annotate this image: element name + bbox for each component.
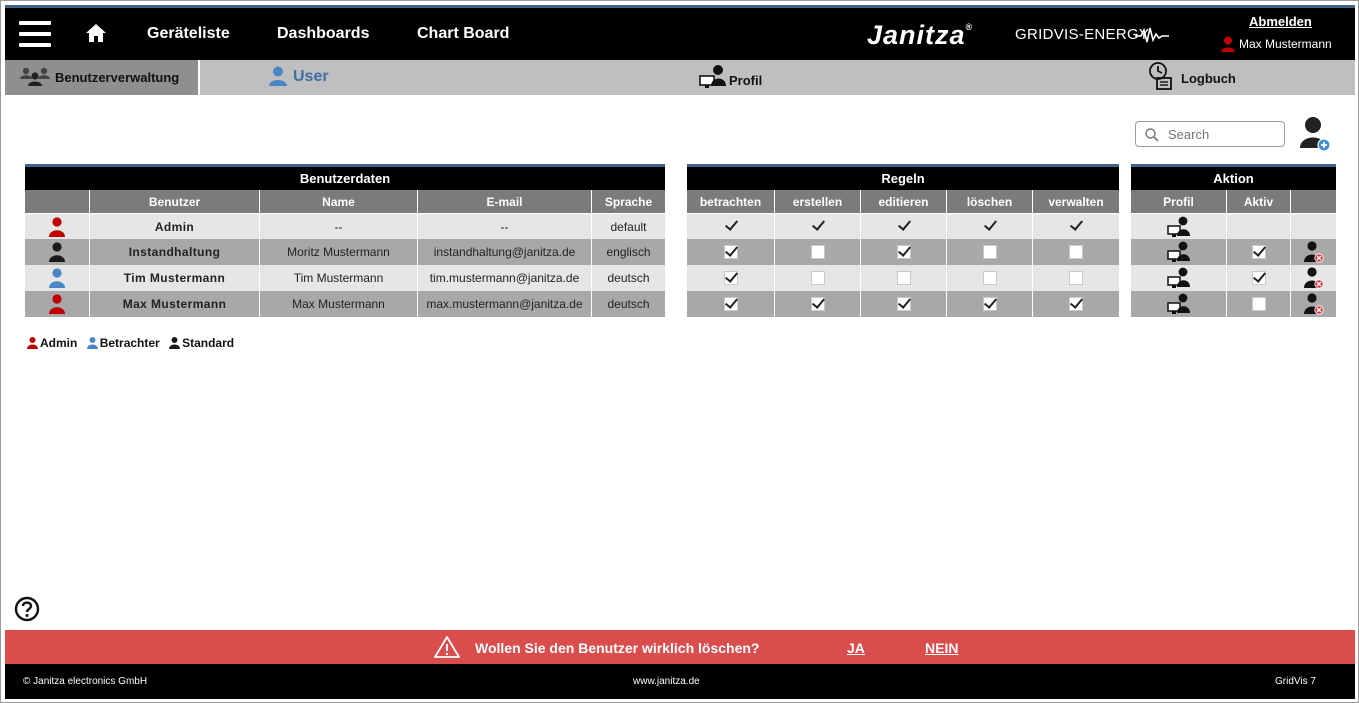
- rule-cell: [775, 213, 861, 239]
- rule-erstellen-checkbox[interactable]: [811, 245, 825, 259]
- user-icon: [49, 242, 65, 262]
- email-cell: --: [418, 213, 592, 239]
- rule-cell: [1033, 213, 1119, 239]
- table-row: [687, 291, 1119, 317]
- col-loeschen: löschen: [947, 190, 1033, 213]
- profile-monitor-icon: [699, 64, 727, 90]
- rule-cell: [947, 291, 1033, 317]
- col-profil: Profil: [1131, 190, 1227, 213]
- rule-betrachten-checkbox[interactable]: [724, 271, 738, 285]
- rule-editieren-checkbox[interactable]: [897, 271, 911, 285]
- current-user: [1221, 36, 1332, 52]
- nav-geraeteliste[interactable]: Geräteliste: [147, 25, 230, 42]
- rule-betrachten-checkbox[interactable]: [724, 297, 738, 311]
- rule-loeschen-checkbox[interactable]: [983, 297, 997, 311]
- delete-cell: [1291, 265, 1336, 291]
- confirm-no-button[interactable]: NEIN: [925, 640, 959, 656]
- aktiv-cell: [1227, 291, 1291, 317]
- table-row: [1131, 213, 1336, 239]
- col-editieren: editieren: [861, 190, 947, 213]
- benutzer-cell: Max Mustermann: [90, 291, 260, 317]
- tab-benutzerverwaltung-label: Benutzerverwaltung: [55, 70, 180, 85]
- tab-user[interactable]: [263, 60, 353, 95]
- sprache-cell: deutsch: [592, 291, 665, 317]
- user-icon: [49, 217, 65, 237]
- benutzer-cell: Instandhaltung: [90, 239, 260, 265]
- tab-profil-label: Profil: [729, 73, 763, 88]
- rule-editieren-checkbox[interactable]: [897, 245, 911, 259]
- rule-betrachten-checkbox[interactable]: [724, 220, 738, 234]
- profil-cell: [1131, 291, 1227, 317]
- footer-version: GridVis 7: [1275, 676, 1316, 687]
- profile-monitor-icon[interactable]: [1167, 267, 1191, 289]
- rule-cell: [861, 239, 947, 265]
- rule-cell: [1033, 291, 1119, 317]
- rule-loeschen-checkbox[interactable]: [983, 271, 997, 285]
- rule-cell: [775, 291, 861, 317]
- footer-website[interactable]: www.janitza.de: [633, 676, 700, 687]
- rule-cell: [687, 265, 775, 291]
- col-sprache[interactable]: Sprache: [592, 190, 665, 213]
- nav-dashboards[interactable]: Dashboards: [277, 25, 370, 42]
- col-name[interactable]: Name: [260, 190, 418, 213]
- rule-cell: [687, 239, 775, 265]
- col-email[interactable]: E-mail: [418, 190, 592, 213]
- col-verwalten: verwalten: [1033, 190, 1119, 213]
- aktiv-checkbox[interactable]: [1252, 271, 1266, 285]
- benutzer-cell: Admin: [90, 213, 260, 239]
- user-icon: [269, 66, 287, 86]
- regeln-body: [687, 213, 1119, 317]
- rule-betrachten-checkbox[interactable]: [724, 245, 738, 259]
- tab-logbuch-label: Logbuch: [1181, 71, 1236, 86]
- rule-cell: [1033, 239, 1119, 265]
- rule-verwalten-checkbox[interactable]: [1069, 271, 1083, 285]
- nav-chart-board[interactable]: Chart Board: [417, 25, 510, 42]
- sprache-cell: default: [592, 213, 665, 239]
- rule-verwalten-checkbox[interactable]: [1069, 245, 1083, 259]
- legend-standard-label: Standard: [182, 336, 235, 350]
- role-cell: [25, 291, 90, 317]
- sprache-cell: englisch: [592, 239, 665, 265]
- rule-verwalten-checkbox[interactable]: [1069, 297, 1083, 311]
- pulse-icon: [1135, 26, 1169, 44]
- rule-loeschen-checkbox[interactable]: [983, 220, 997, 234]
- rule-erstellen-checkbox[interactable]: [811, 271, 825, 285]
- legend-betrachter-label: Betrachter: [99, 336, 160, 350]
- table-row[interactable]: [25, 213, 665, 239]
- logout-link[interactable]: Abmelden: [1249, 14, 1312, 29]
- aktion-body: [1131, 213, 1336, 317]
- tab-benutzerverwaltung[interactable]: [5, 60, 200, 95]
- table-row: [1131, 239, 1336, 265]
- brand-name: Janitza: [867, 20, 966, 50]
- name-cell: Tim Mustermann: [260, 265, 418, 291]
- footer-copyright: © Janitza electronics GmbH: [23, 676, 148, 687]
- aktiv-checkbox[interactable]: [1252, 245, 1266, 259]
- email-cell: instandhaltung@janitza.de: [418, 239, 592, 265]
- search-box: [1135, 121, 1285, 147]
- group-benutzerdaten: Benutzerdaten: [25, 164, 665, 190]
- legend-standard: [169, 336, 234, 350]
- table-row: [687, 265, 1119, 291]
- table-row[interactable]: [25, 239, 665, 265]
- rule-cell: [861, 213, 947, 239]
- role-legend: [27, 336, 240, 350]
- rule-cell: [861, 291, 947, 317]
- rule-cell: [775, 265, 861, 291]
- delete-user-icon[interactable]: [1304, 241, 1324, 263]
- rule-erstellen-checkbox[interactable]: [811, 297, 825, 311]
- email-cell: tim.mustermann@janitza.de: [418, 265, 592, 291]
- table-row[interactable]: [25, 265, 665, 291]
- rule-cell: [947, 213, 1033, 239]
- brand-mark: ®: [965, 22, 974, 32]
- regeln-table: [687, 164, 1119, 317]
- aktiv-checkbox[interactable]: [1252, 297, 1266, 311]
- group-aktion: Aktion: [1131, 164, 1336, 190]
- users-group-icon: [19, 67, 51, 87]
- confirm-yes-button[interactable]: JA: [847, 640, 865, 656]
- add-user-icon[interactable]: [1298, 116, 1332, 152]
- rule-editieren-checkbox[interactable]: [897, 220, 911, 234]
- delete-user-icon[interactable]: [1304, 267, 1324, 289]
- aktiv-cell: [1227, 265, 1291, 291]
- col-delete: [1291, 190, 1336, 213]
- role-cell: [25, 265, 90, 291]
- logbook-clock-icon: [1147, 61, 1175, 91]
- aktion-table: [1131, 164, 1336, 317]
- delete-cell: [1291, 239, 1336, 265]
- delete-user-icon[interactable]: [1304, 293, 1324, 315]
- benutzerdaten-body: [25, 213, 665, 317]
- rule-editieren-checkbox[interactable]: [897, 297, 911, 311]
- menu-icon[interactable]: [19, 21, 51, 47]
- rule-cell: [1033, 265, 1119, 291]
- rule-cell: [947, 265, 1033, 291]
- benutzerdaten-table: [25, 164, 665, 317]
- name-cell: Moritz Mustermann: [260, 239, 418, 265]
- user-icon: [49, 294, 65, 314]
- user-icon: [87, 337, 98, 349]
- rule-loeschen-checkbox[interactable]: [983, 245, 997, 259]
- role-cell: [25, 213, 90, 239]
- benutzer-cell: Tim Mustermann: [90, 265, 260, 291]
- sub-navigation-bar: [5, 60, 1355, 95]
- table-row: [687, 213, 1119, 239]
- user-icon: [1221, 36, 1235, 52]
- brand-logo: [867, 20, 973, 51]
- email-cell: max.mustermann@janitza.de: [418, 291, 592, 317]
- col-erstellen: erstellen: [775, 190, 861, 213]
- rule-cell: [947, 239, 1033, 265]
- search-input[interactable]: [1168, 125, 1278, 143]
- rule-erstellen-checkbox[interactable]: [811, 220, 825, 234]
- table-row: [687, 239, 1119, 265]
- table-row[interactable]: [25, 291, 665, 317]
- tab-profil[interactable]: [699, 60, 789, 95]
- rule-cell: [775, 239, 861, 265]
- rule-cell: [687, 213, 775, 239]
- col-aktiv: Aktiv: [1227, 190, 1291, 213]
- name-cell: Max Mustermann: [260, 291, 418, 317]
- table-row: [1131, 265, 1336, 291]
- top-navigation-bar: [5, 5, 1355, 60]
- profil-cell: [1131, 213, 1227, 239]
- aktiv-cell: [1227, 213, 1291, 239]
- profil-cell: [1131, 265, 1227, 291]
- sprache-cell: deutsch: [592, 265, 665, 291]
- tab-logbuch[interactable]: [1147, 60, 1257, 95]
- legend-admin: [27, 336, 77, 350]
- current-user-name: Max Mustermann: [1239, 37, 1332, 51]
- user-icon: [169, 337, 180, 349]
- table-row: [1131, 291, 1336, 317]
- footer: [5, 664, 1355, 699]
- aktiv-cell: [1227, 239, 1291, 265]
- product-name: GRIDVIS-ENERGY: [1015, 26, 1150, 43]
- profil-cell: [1131, 239, 1227, 265]
- rule-cell: [861, 265, 947, 291]
- confirm-message: Wollen Sie den Benutzer wirklich löschen?: [475, 640, 760, 656]
- rule-cell: [687, 291, 775, 317]
- search-icon: [1145, 128, 1159, 142]
- name-cell: --: [260, 213, 418, 239]
- legend-betrachter: [87, 336, 160, 350]
- col-role: [25, 190, 90, 213]
- col-betrachten: betrachten: [687, 190, 775, 213]
- group-regeln: Regeln: [687, 164, 1119, 190]
- profile-monitor-icon[interactable]: [1167, 293, 1191, 315]
- legend-admin-label: Admin: [40, 336, 78, 350]
- delete-cell: [1291, 213, 1336, 239]
- profile-monitor-icon[interactable]: [1167, 216, 1191, 238]
- profile-monitor-icon[interactable]: [1167, 241, 1191, 263]
- user-icon: [27, 337, 38, 349]
- rule-verwalten-checkbox[interactable]: [1069, 220, 1083, 234]
- tab-user-label: User: [293, 68, 329, 85]
- home-icon[interactable]: [85, 22, 107, 44]
- role-cell: [25, 239, 90, 265]
- delete-confirm-bar: [5, 630, 1355, 664]
- warning-icon: [433, 635, 461, 659]
- delete-cell: [1291, 291, 1336, 317]
- user-icon: [49, 268, 65, 288]
- col-benutzer[interactable]: Benutzer: [90, 190, 260, 213]
- help-icon[interactable]: [14, 596, 40, 622]
